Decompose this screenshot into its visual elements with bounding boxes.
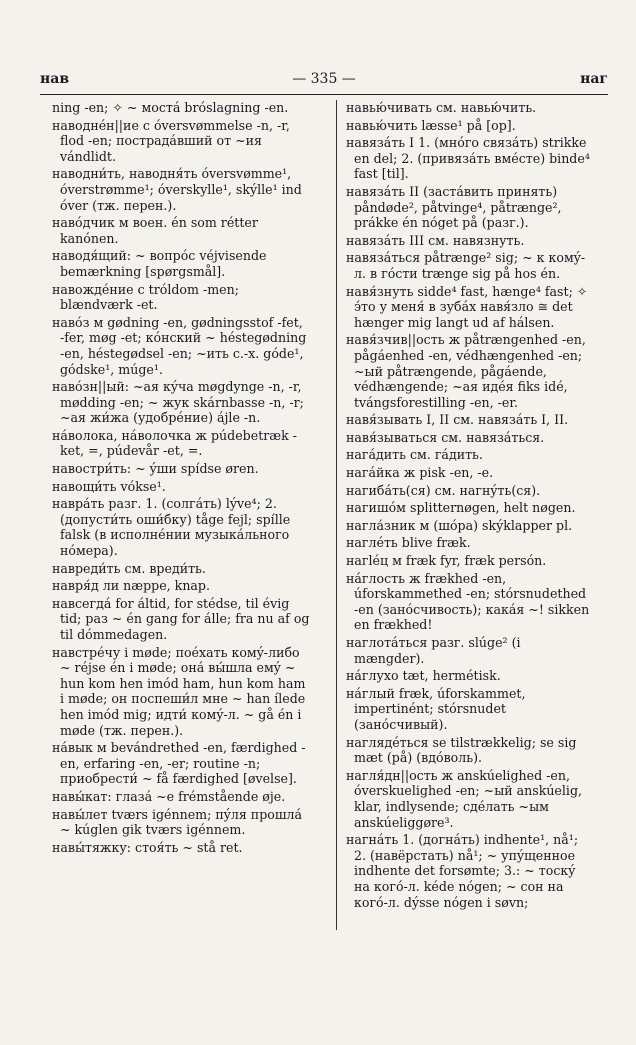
dictionary-entry: навстрéчу i møde; поéхать комý-либо ~ réjse én i møde; онá вы́шла емý ~ hun kom hen imód ham, hun kom ham i møde; он поспеши́л мне ~ han ílede hen imód mig; идти́ комý-л. ~ gå én i møde (тж. перен.). [52, 644, 310, 738]
dictionary-entry: навреди́ть см. вреди́ть. [52, 560, 206, 576]
dictionary-entry: нáвык м bevándrethed -en, færdighed -en, erfaring -en, -er; routine -n; приобрести́ ~ få færdighed [øvelse]. [52, 740, 306, 787]
dictionary-entry: навя́зчив||ость ж påtrængenhed -en, pågáenhed -en, védhængenhed -en; ~ый påtrængende, pågáende, védhængende; ~ая идéя fiks idé, tvángsforestilling -en, -er. [346, 332, 590, 410]
dictionary-entry: нагибáть(ся) см. нагнýть(ся). [346, 482, 541, 498]
dictionary-entry: навы́тяжку: стоя́ть ~ stå ret. [52, 839, 243, 855]
dictionary-entry: навóзн||ый: ~ая кýча møgdynge -n, -r, mødding -en; ~ жук skárnbasse -n, -r; ~ая жи́жа (удобрéние) ájle -n. [52, 379, 308, 426]
dictionary-entry: навóз м gødning -en, gødningsstof -fet, -fer, møg -et; кóнский ~ héstegødning -en, héstegødsel -en; ~ить с.-х. góde¹, gódske¹, múge¹. [52, 314, 311, 377]
dictionary-entry: наводя́щий: ~ вопрóс véjvisende bemærkning [spørgsmål]. [52, 248, 271, 279]
dictionary-entry: навязáть II (застáвить принять) påndøde², påtvinge⁴, påtrænge², prákke én nóget på (разг.). [346, 183, 566, 231]
dictionary-entry: навы́лет tværs igénnem; пýля прошлá ~ kúglen gik tværs igénnem. [52, 806, 307, 838]
column-divider [336, 100, 337, 930]
dictionary-entry: навя́зывать I, II см. навязáть I, II. [346, 412, 569, 428]
dictionary-entry: навью́чить læsse¹ på [op]. [346, 117, 516, 133]
dictionary-entry: навря́д ли næppe, knap. [52, 578, 210, 594]
header-rule [40, 94, 608, 95]
dictionary-entry: наглядéться se tilstrækkelig; se sig mæt (på) (вдóволь). [346, 734, 581, 766]
dictionary-entry: навью́чивать см. навью́чить. [346, 100, 537, 115]
dictionary-entry: навóдчик м воен. én som rétter kanónen. [52, 215, 262, 246]
page-header [40, 71, 608, 91]
dictionary-entry: навра́ть разг. 1. (солгáть) lýve⁴; 2. (допусти́ть оши́бку) tåge fejl; spílle falsk (в исполнéнии музыкáльного нóмера). [52, 496, 295, 559]
dictionary-entry: навостри́ть: ~ ýши spídse øren. [52, 461, 259, 477]
dictionary-entry: наводнéн||ие с óversvømmelse -n, -r, flod -en; пострадáвший от ~ия vándlidt. [52, 117, 294, 164]
header-left-guide-word: нав [40, 71, 70, 87]
dictionary-entry: навязáть I 1. (мнóго связáть) strikke en del; 2. (привязáть вмéсте) binde⁴ fast [til]. [346, 135, 594, 182]
dictionary-entry: навощи́ть vókse¹. [52, 478, 166, 494]
dictionary-entry: нагишóм splitternøgen, helt nøgen. [346, 500, 576, 516]
page-number: — 335 — [292, 71, 356, 87]
dictionary-entry: нáволока, нáволочка ж púdebetræk -ket, =, púdevår -et, =. [52, 427, 298, 459]
dictionary-entry: нагла́зник м (шóра) skýklapper pl. [346, 517, 573, 533]
dictionary-entry: нагáдить см. гáдить. [346, 447, 483, 463]
header-right-guide-word: наг [580, 71, 608, 87]
left-column [52, 100, 314, 857]
dictionary-entry: навсегдá for áltid, for stédse, til évig tid; раз ~ én gang for álle; fra nu af og til dómmedagen. [52, 595, 314, 642]
dictionary-entry: навя́зываться см. навязáться. [346, 429, 545, 445]
dictionary-entry: нагáйка ж pisk -en, -e. [346, 465, 494, 481]
dictionary-entry: наводни́ть, наводня́ть óversvømme¹, óverstrømme¹; óverskylle¹, skýlle¹ ind óver (тж. перен.). [52, 166, 306, 213]
dictionary-entry: нагléц м fræk fyr, fræk persón. [346, 553, 547, 569]
dictionary-entry: нагнáть 1. (догнáть) indhente¹, nå¹; 2. (навёрстать) nå¹; ~ упýщенное indhente det forsømte; 3.: ~ тоскý на когó-л. kéde nógen; ~ сон на когó-л. dýsse nógen i søvn; [346, 832, 583, 910]
dictionary-entry: навязáться påtrænge² sig; ~ к комý-л. в гóсти trænge sig på hos én. [346, 250, 586, 281]
dictionary-entry: нáглухо tæt, hermétisk. [346, 668, 501, 684]
dictionary-entry: навождéние с tróldom -men; blændværk -et. [52, 281, 243, 313]
dictionary-entry: ning -en; ✧ ~ мостá bróslagning -en. [52, 100, 289, 115]
dictionary-entry: навя́знуть sidde⁴ fast, hænge⁴ fast; ✧ э́то у меня́ в зубáх навя́зло ≅ det hænger mig langt ud af hálsen. [346, 283, 592, 330]
dictionary-entry: наглéть blive fræk. [346, 535, 471, 551]
dictionary-entry: наглотáться разг. slúge² (i mængder). [346, 635, 525, 666]
right-column [346, 100, 594, 912]
dictionary-entry: нáглый fræk, úforskammet, impertinént; stórsnudet (занóсчивый). [346, 685, 530, 732]
dictionary-entry: навязáть III см. навязнуть. [346, 232, 525, 248]
dictionary-entry: нáглость ж frækhed -en, úforskammethed -en; stórsnudethed -en (занóсчивость); какáя ~! sikken en frækhed! [346, 570, 594, 633]
dictionary-entry: нагля́дн||ость ж anskúelighed -en, óverskuelighed -en; ~ый anskúelig, klar, indlysende; сдéлать ~ым anskúeliggøre³. [346, 767, 587, 830]
dictionary-entry: навы́кат: глазá ~e frémstående øje. [52, 788, 286, 804]
